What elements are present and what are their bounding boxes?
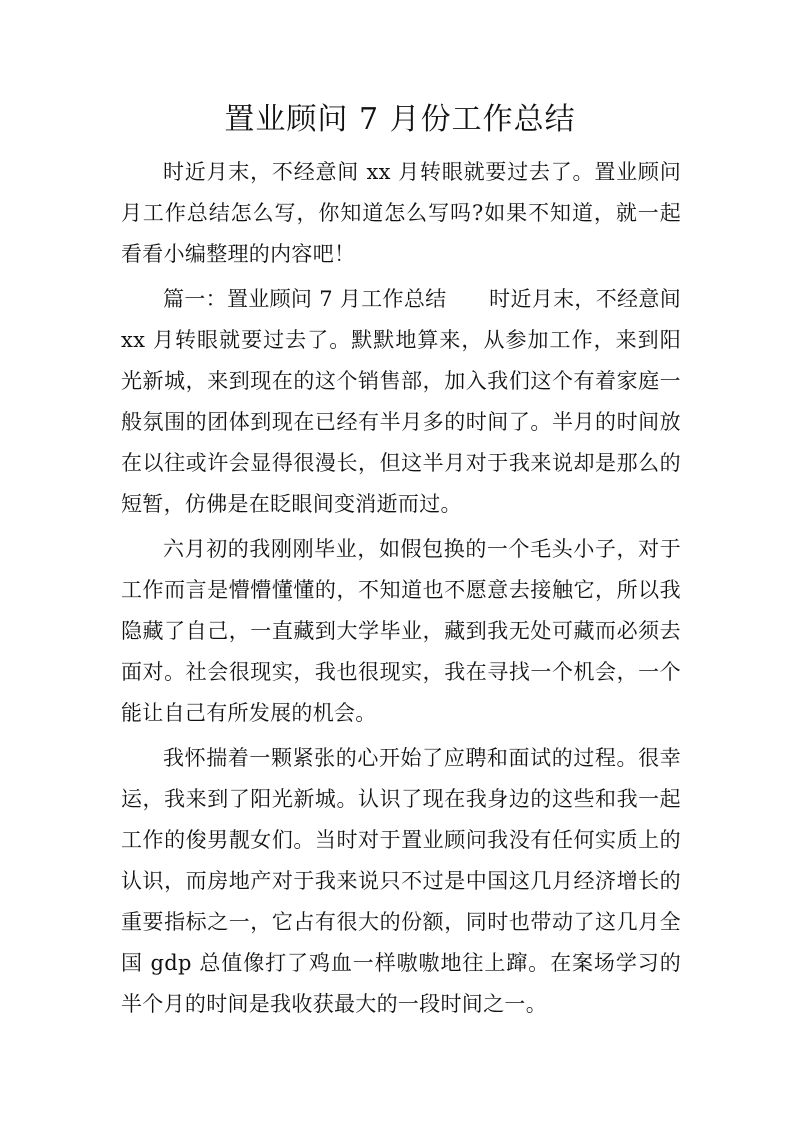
paragraph-interview: 我怀揣着一颗紧张的心开始了应聘和面试的过程。很幸运，我来到了阳光新城。认识了现在我身边的这些和我一起工作的俊男靓女们。当时对于置业顾问我没有任何实质上的认识，而房地产对于我来说只不过是中国这几月经济增长的重要指标之一，它占有很大的份额，同时也带动了这几月全国 gdp 总值像打了鸡血一样嗷嗷地往上蹿。在案场学习的半个月的时间是我收获最大的一段时间之一。 xyxy=(121,746,681,1016)
document-body xyxy=(121,152,681,1025)
paragraph-intro: 时近月末，不经意间 xx 月转眼就要过去了。置业顾问月工作总结怎么写，你知道怎么写吗?如果不知道，就一起看看小编整理的内容吧！ xyxy=(121,160,681,266)
paragraph-graduation: 六月初的我刚刚毕业，如假包换的一个毛头小子，对于工作而言是懵懵懂懂的，不知道也不愿意去接触它，所以我隐藏了自己，一直藏到大学毕业，藏到我无处可藏而必须去面对。社会很现实，我也很现实，我在寻找一个机会，一个能让自己有所发展的机会。 xyxy=(121,537,681,725)
document-title: 置业顾问 7 月份工作总结 xyxy=(224,102,576,137)
paragraph-part-one: 篇一：置业顾问 7 月工作总结 时近月末，不经意间 xx 月转眼就要过去了。默默地算来，从参加工作，来到阳光新城，来到现在的这个销售部，加入我们这个有着家庭一般氛围的团体到现在已经有半月多的时间了。半月的时间放在以往或许会显得很漫长，但这半月对于我来说却是那么的短暂，仿佛是在眨眼间变消逝而过。 xyxy=(121,287,681,516)
